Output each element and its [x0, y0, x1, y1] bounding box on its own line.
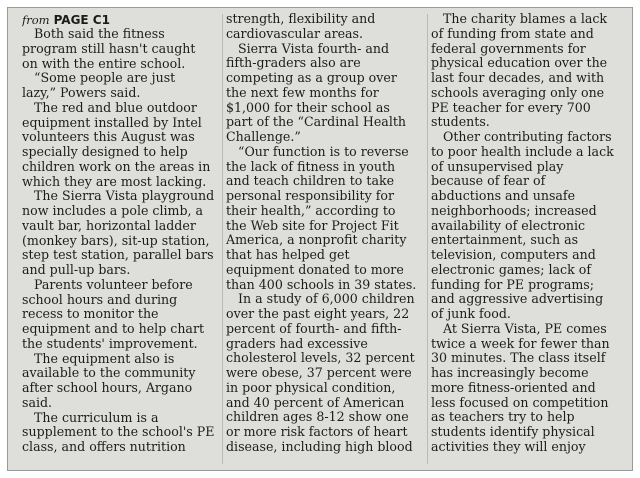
text-line: recess to monitor the — [22, 307, 159, 322]
text-line: less focused on competition — [431, 395, 609, 410]
text-line: percent of fourth- and fifth- — [226, 321, 402, 336]
text-line: said. — [22, 395, 53, 410]
text-line: disease, including high blood — [226, 439, 413, 454]
text-line: Parents volunteer before — [34, 277, 193, 292]
text-line: activities they will enjoy — [431, 439, 586, 454]
text-line: the lack of fitness in youth — [226, 159, 396, 174]
text-line: cardiovascular areas. — [226, 26, 364, 41]
text-line: The red and blue outdoor — [34, 100, 197, 115]
text-line: neighborhoods; increased — [431, 203, 597, 218]
text-line: the students' improvement. — [22, 336, 198, 351]
text-line: federal governments for — [431, 41, 586, 56]
text-line: Sierra Vista fourth- and — [238, 41, 390, 56]
text-line: students identify physical — [431, 425, 595, 439]
text-line: In a study of 6,000 children — [238, 292, 415, 307]
text-line: to poor health include a lack — [431, 144, 614, 159]
text-line: part of the “Cardinal Health — [226, 115, 407, 130]
text-line: available to the community — [22, 366, 196, 381]
text-line: has increasingly become — [431, 366, 589, 380]
text-line: personal responsibility for — [226, 189, 394, 203]
text-line: The Sierra Vista playground — [34, 189, 215, 204]
text-line: and aggressive advertising — [431, 292, 604, 307]
text-line: of junk food. — [431, 307, 511, 321]
column-divider — [427, 14, 428, 464]
text-line: competing as a group over — [226, 71, 397, 85]
text-line: the next few months for — [226, 85, 379, 100]
text-line: equipment and to help chart — [22, 322, 205, 336]
column-2-text — [226, 12, 422, 455]
article-column-2 — [226, 12, 422, 468]
text-line: The charity blames a lack — [443, 12, 608, 26]
text-line: television, computers and — [431, 248, 596, 262]
text-line: equipment installed by Intel — [22, 115, 202, 130]
jump-page-label: PAGE C1 — [53, 13, 110, 27]
text-line: Both said the fitness — [34, 27, 165, 41]
text-line: or more risk factors of heart — [226, 425, 408, 439]
text-line: availability of electronic — [431, 218, 586, 233]
text-line: electronic games; lack of — [431, 262, 591, 277]
text-line: equipment donated to more — [226, 262, 404, 277]
text-line: At Sierra Vista, PE comes — [443, 321, 607, 336]
text-line: children work on the areas in — [22, 159, 211, 174]
text-line: were obese, 37 percent were — [226, 366, 412, 380]
article-column-3 — [431, 12, 627, 468]
text-line: “Some people are just — [34, 71, 176, 86]
text-line: physical education over the — [431, 56, 608, 71]
text-line: after school hours, Argano — [22, 381, 193, 395]
text-line: vault bar, horizontal ladder — [22, 218, 196, 233]
text-line: funding for PE programs; — [431, 277, 594, 292]
column-1-text — [22, 27, 218, 455]
text-line: America, a nonprofit charity — [226, 233, 407, 248]
text-line: than 400 schools in 39 states. — [226, 277, 417, 292]
text-line: $1,000 for their school as — [226, 100, 390, 115]
article-column-1 — [22, 12, 218, 468]
jump-line — [22, 12, 218, 27]
text-line: that has helped get — [226, 248, 350, 262]
text-line: schools averaging only one — [431, 85, 605, 100]
text-line: students. — [431, 115, 490, 130]
text-line: (monkey bars), sit-up station, — [22, 233, 210, 248]
text-line: graders had excessive — [226, 336, 368, 351]
text-line: the Web site for Project Fit — [226, 218, 399, 233]
text-line: The curriculum is a — [34, 410, 159, 425]
text-line: in poor physical condition, — [226, 380, 396, 395]
column-divider — [222, 14, 223, 464]
text-line: twice a week for fewer than — [431, 336, 610, 351]
text-line: entertainment, such as — [431, 233, 579, 248]
text-line: as teachers try to help — [431, 410, 575, 425]
text-line: on with the entire school. — [22, 56, 186, 71]
text-line: more fitness-oriented and — [431, 380, 596, 395]
text-line: children ages 8-12 show one — [226, 410, 409, 425]
text-line: last four decades, and with — [431, 71, 605, 85]
text-line: volunteers this August was — [22, 130, 195, 145]
text-line: specially designed to help — [22, 145, 188, 159]
text-line: because of fear of — [431, 174, 546, 189]
text-line: and pull-up bars. — [22, 263, 131, 277]
text-line: fifth-graders also are — [226, 56, 361, 71]
text-line: abductions and unsafe — [431, 189, 576, 203]
text-line: over the past eight years, 22 — [226, 307, 410, 321]
text-line: and 40 percent of American — [226, 395, 405, 410]
text-line: their health,” according to — [226, 203, 396, 218]
text-line: cholesterol levels, 32 percent — [226, 351, 415, 366]
text-line: Challenge.” — [226, 130, 301, 144]
text-line: PE teacher for every 700 — [431, 100, 591, 115]
text-line: “Our function is to reverse — [238, 144, 409, 159]
text-line: strength, flexibility and — [226, 12, 376, 26]
text-line: school hours and during — [22, 292, 178, 307]
text-line: Other contributing factors — [443, 130, 612, 144]
text-line: which they are most lacking. — [22, 174, 207, 189]
jump-from-label: from — [22, 13, 50, 27]
text-line: of funding from state and — [431, 26, 594, 41]
text-line: supplement to the school's PE — [22, 425, 215, 440]
text-line: now includes a pole climb, a — [22, 204, 204, 218]
text-line: program still hasn't caught — [22, 41, 196, 56]
text-line: The equipment also is — [34, 351, 175, 366]
text-line: lazy,” Powers said. — [22, 86, 141, 100]
text-line: step test station, parallel bars — [22, 248, 214, 263]
text-line: class, and offers nutrition — [22, 440, 186, 454]
text-line: of unsupervised play — [431, 159, 564, 174]
column-3-text — [431, 12, 627, 455]
text-line: 30 minutes. The class itself — [431, 351, 606, 366]
newspaper-clipping — [7, 7, 633, 471]
text-line: and teach children to take — [226, 174, 395, 189]
